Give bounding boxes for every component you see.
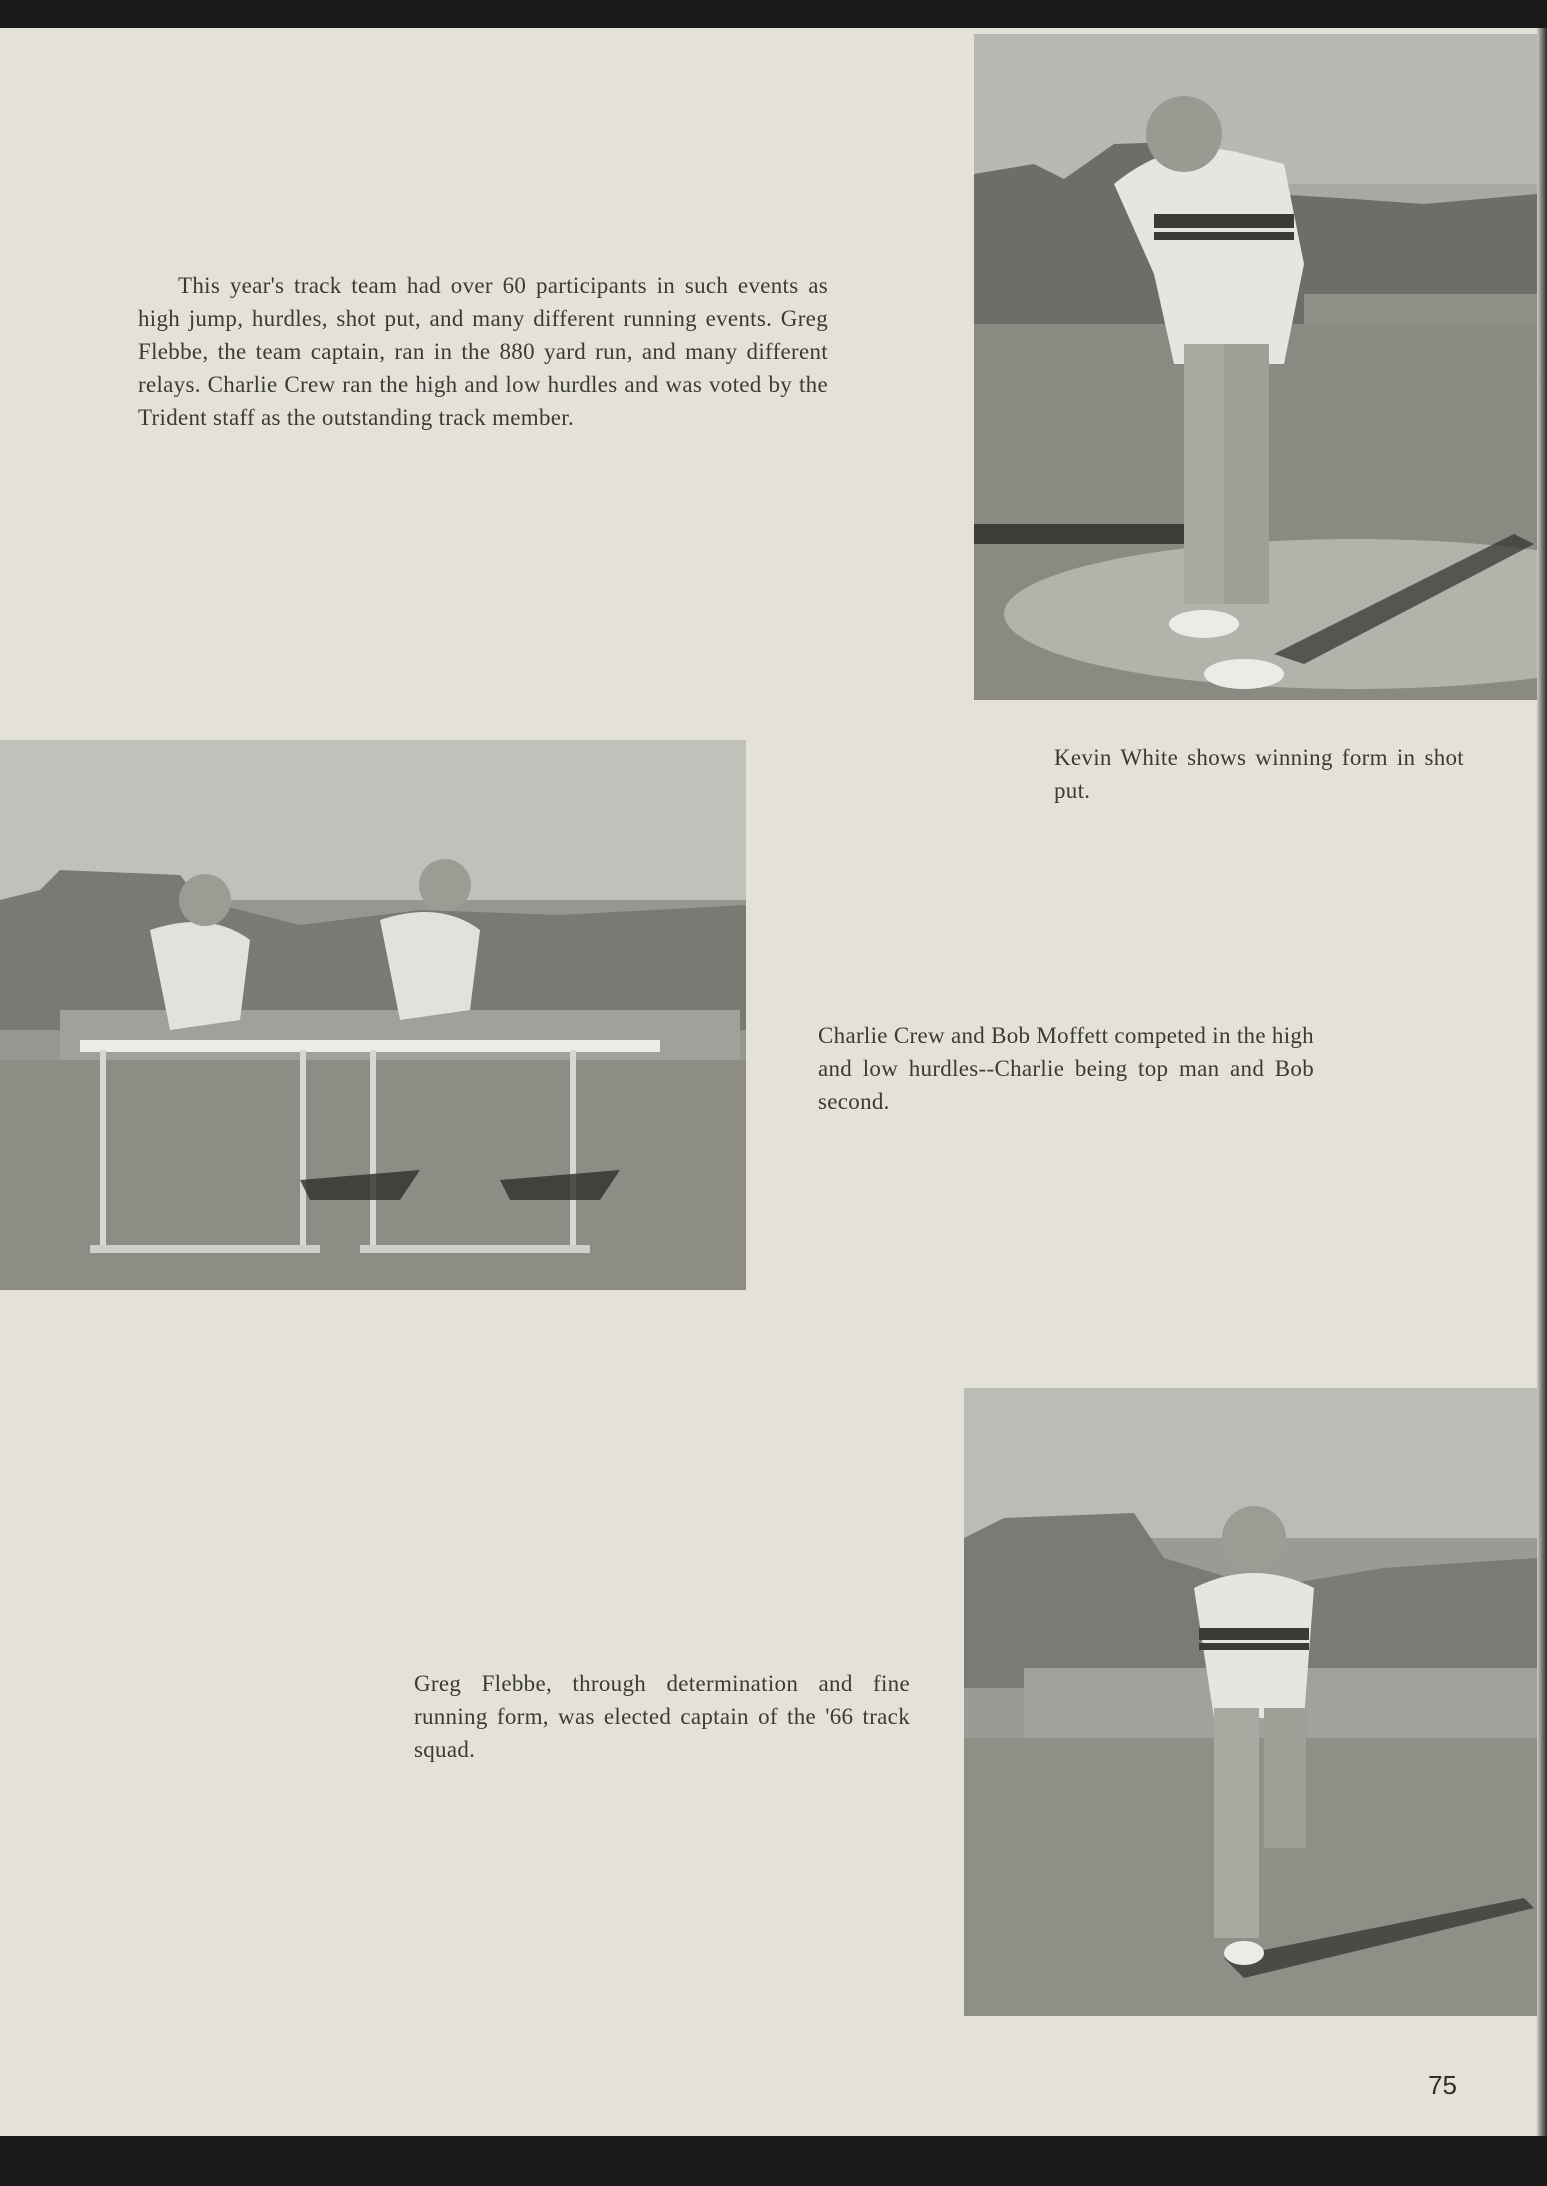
page-spine-edge <box>1537 28 1547 2136</box>
hurdles-caption: Charlie Crew and Bob Moffett competed in the high and low hurdles--Charlie being top man and Bob second. <box>818 1023 1314 1114</box>
page-number: 75 <box>1428 2070 1457 2100</box>
shot-put-photo <box>974 34 1537 700</box>
yearbook-page <box>0 28 1537 2136</box>
hurdles-photo <box>0 740 746 1290</box>
running-caption: Greg Flebbe, through determination and fine running form, was elected captain of the '66 track squad. <box>414 1671 910 1762</box>
running-photo <box>964 1388 1537 2016</box>
intro-paragraph: This year's track team had over 60 participants in such events as high jump, hurdles, shot put, and many different running events. Greg Flebbe, the team captain, ran in the 880 yard run, and many different relays. Charlie Crew ran the high and low hurdles and was voted by the Trident staff as the outstanding track member. <box>138 273 828 430</box>
shot-put-caption: Kevin White shows winning form in shot put. <box>1054 745 1464 803</box>
